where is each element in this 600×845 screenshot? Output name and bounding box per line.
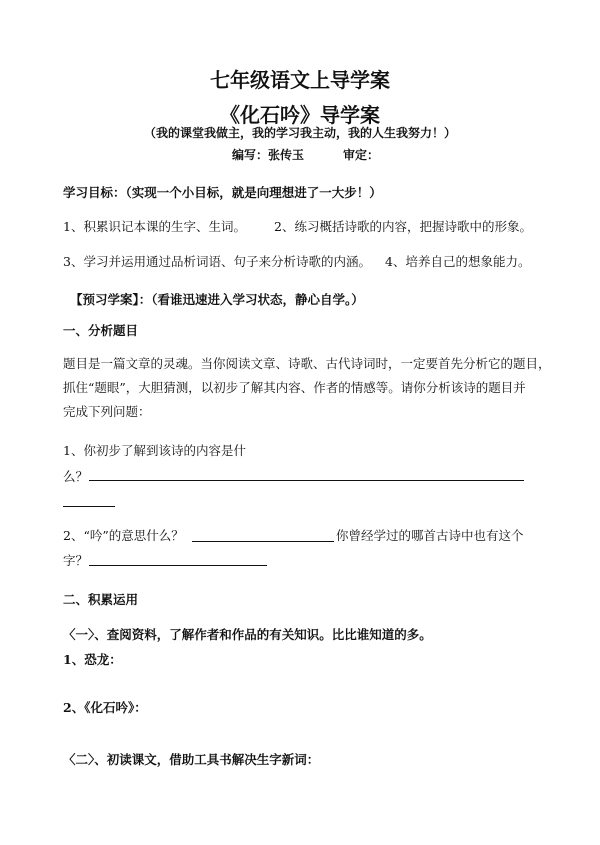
editor-credit: 编写：张传玉 xyxy=(232,148,305,162)
learning-goals-label: 学习目标：（实现一个小目标，就是向理想进了一大步！） xyxy=(63,185,382,200)
motto: （我的课堂我做主，我的学习我主动，我的人生我努力！） xyxy=(143,126,456,140)
question-2: 2、“吟”的意思什么？ xyxy=(63,528,184,543)
paragraph-line: 题目是一篇文章的灵魂。当你阅读文章、诗歌、古代诗词时，一定要首先分析它的题目， xyxy=(63,356,551,371)
question-2-cont: 你曾经学过的哪首古诗中也有这个 xyxy=(336,528,524,543)
question-2-line2: 字？ xyxy=(63,553,89,568)
paragraph-line: 抓住“题眼”，大胆猜测，以初步了解其内容、作者的情感等。请你分析该诗的题目并 xyxy=(63,380,526,395)
answer-blank[interactable] xyxy=(192,541,334,542)
preview-label: 【预习学案】：（看谁迅速进入学习状态，静心自学。） xyxy=(70,292,364,307)
subsection-heading: 〈二〉、初读课文，借助工具书解决生字新词： xyxy=(63,752,320,767)
list-item: 1、恐龙： xyxy=(63,652,122,667)
document-subtitle: 《化石吟》导学案 xyxy=(220,103,380,127)
subsection-heading: 〈一〉、查阅资料，了解作者和作品的有关知识。比比谁知道的多。 xyxy=(63,627,432,642)
reviewer-credit: 审定： xyxy=(343,148,380,162)
list-item: 2、《化石吟》： xyxy=(63,700,147,715)
question-1: 1、你初步了解到该诗的内容是什 xyxy=(63,443,246,458)
section-heading: 二、积累运用 xyxy=(63,592,139,607)
goal-item: 3、学习并运用通过品析词语、句子来分析诗歌的内涵。 xyxy=(63,254,371,269)
section-heading: 一、分析题目 xyxy=(63,323,139,338)
question-1-cont: 么？ xyxy=(63,469,89,484)
goal-item: 4、培养自己的想象能力。 xyxy=(385,254,531,269)
paragraph-line: 完成下列问题： xyxy=(63,404,151,419)
answer-blank[interactable] xyxy=(63,506,115,507)
goal-item: 1、积累识记本课的生字、生词。 xyxy=(63,219,246,234)
answer-blank[interactable] xyxy=(89,565,267,566)
document-title: 七年级语文上导学案 xyxy=(210,68,390,92)
answer-blank[interactable] xyxy=(89,480,524,481)
goal-item: 2、练习概括诗歌的内容，把握诗歌中的形象。 xyxy=(274,219,532,234)
